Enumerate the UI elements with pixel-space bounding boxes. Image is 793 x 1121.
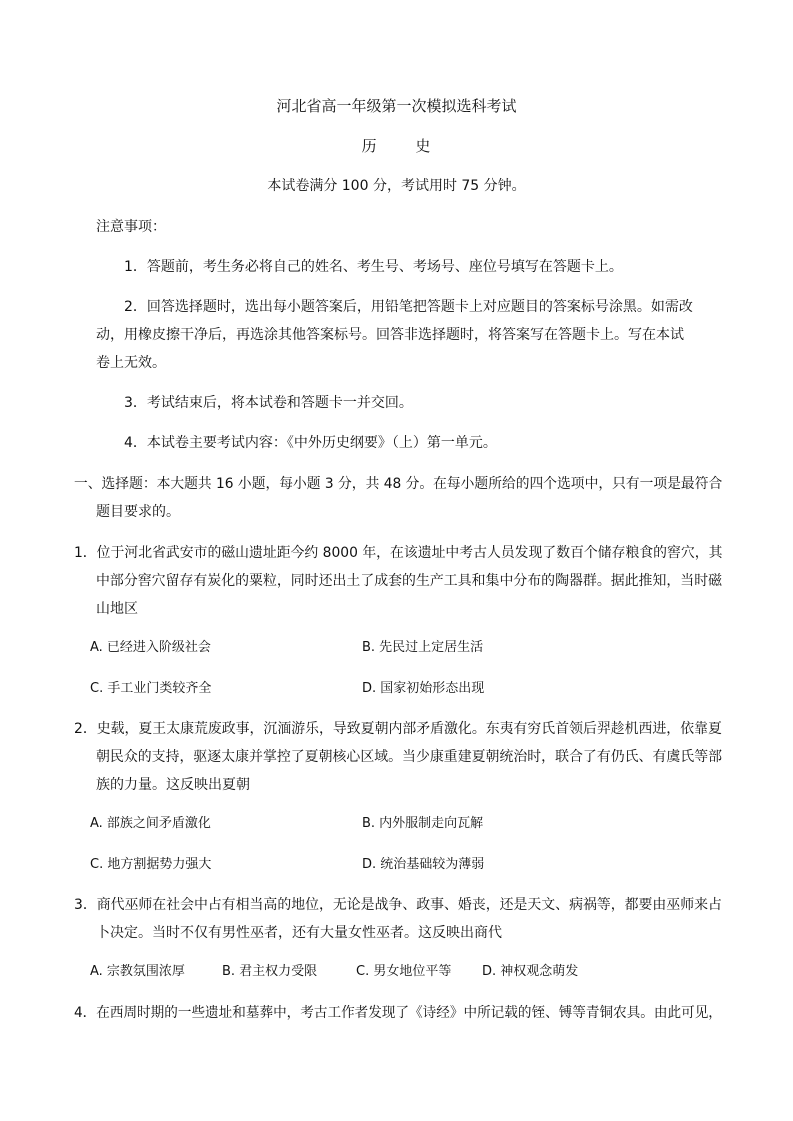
- subject-char-2: 史: [415, 137, 432, 155]
- q3-stem-line-1: 3．商代巫师在社会中占有相当高的地位，无论是战争、政事、婚丧，还是天文、病祸等，都要由巫师来占: [74, 897, 722, 913]
- exam-title: 河北省高一年级第一次模拟选科考试: [276, 97, 517, 115]
- exam-info: 本试卷满分 100 分，考试用时 75 分钟。: [267, 178, 526, 194]
- section-heading-line-2: 题目要求的。: [96, 504, 180, 520]
- q3-option-d: D. 神权观念萌发: [482, 964, 579, 979]
- q3-stem-line-2: 卜决定。当时不仅有男性巫者，还有大量女性巫者。这反映出商代: [96, 925, 502, 941]
- q3-option-b: B. 君主权力受限: [222, 964, 318, 979]
- note-1: 1．答题前，考生务必将自己的姓名、考生号、考场号、座位号填写在答题卡上。: [124, 259, 623, 275]
- note-4: 4．本试卷主要考试内容：《中外历史纲要》（上）第一单元。: [124, 435, 497, 451]
- note-2-line-3: 卷上无效。: [96, 355, 166, 371]
- section-heading-line-1: 一、选择题：本大题共 16 小题，每小题 3 分，共 48 分。在每小题所给的四个选项中，只有一项是最符合: [74, 476, 723, 492]
- q3-option-c: C. 男女地位平等: [356, 964, 452, 979]
- q2-stem-line-1: 2．史载，夏王太康荒废政事，沉湎游乐，导致夏朝内部矛盾激化。东夷有穷氏首领后羿趁机西进，依靠夏: [74, 721, 722, 737]
- q1-stem-line-2: 中部分窖穴留存有炭化的粟粒，同时还出土了成套的生产工具和集中分布的陶器群。据此推知，当时磁: [96, 573, 723, 589]
- q1-stem-line-3: 山地区: [96, 601, 138, 617]
- q2-stem-line-3: 族的力量。这反映出夏朝: [96, 777, 250, 793]
- q2-option-d: D. 统治基础较为薄弱: [362, 857, 485, 872]
- q1-option-a: A. 已经进入阶级社会: [90, 640, 211, 655]
- q2-option-a: A. 部族之间矛盾激化: [90, 816, 211, 831]
- q1-option-b: B. 先民过上定居生活: [362, 640, 484, 655]
- q1-stem-line-1: 1．位于河北省武安市的磁山遗址距今约 8000 年，在该遗址中考古人员发现了数百个储存粮食的窖穴，其: [74, 545, 723, 561]
- q2-option-c: C. 地方割据势力强大: [90, 857, 212, 872]
- q2-stem-line-2: 朝民众的支持，驱逐太康并掌控了夏朝核心区域。当少康重建夏朝统治时，联合了有仍氏、有虞氏等部: [96, 749, 723, 765]
- subject-title: [0, 136, 793, 156]
- q1-option-c: C. 手工业门类较齐全: [90, 681, 212, 696]
- notes-heading: 注意事项：: [96, 219, 166, 235]
- q2-option-b: B. 内外服制走向瓦解: [362, 816, 484, 831]
- q1-option-d: D. 国家初始形态出现: [362, 681, 485, 696]
- q3-option-a: A. 宗教氛围浓厚: [90, 964, 185, 979]
- subject-char-1: 历: [361, 137, 378, 155]
- note-2-line-1: 2．回答选择题时，选出每小题答案后，用铅笔把答题卡上对应题目的答案标号涂黑。如需改: [124, 299, 693, 315]
- q4-stem-line-1: 4．在西周时期的一些遗址和墓葬中，考古工作者发现了《诗经》中所记载的铚、镈等青铜农具。由此可见，: [74, 1005, 722, 1021]
- note-2-line-2: 动，用橡皮擦干净后，再选涂其他答案标号。回答非选择题时，将答案写在答题卡上。写在本试: [96, 327, 684, 343]
- note-3: 3．考试结束后，将本试卷和答题卡一并交回。: [124, 395, 413, 411]
